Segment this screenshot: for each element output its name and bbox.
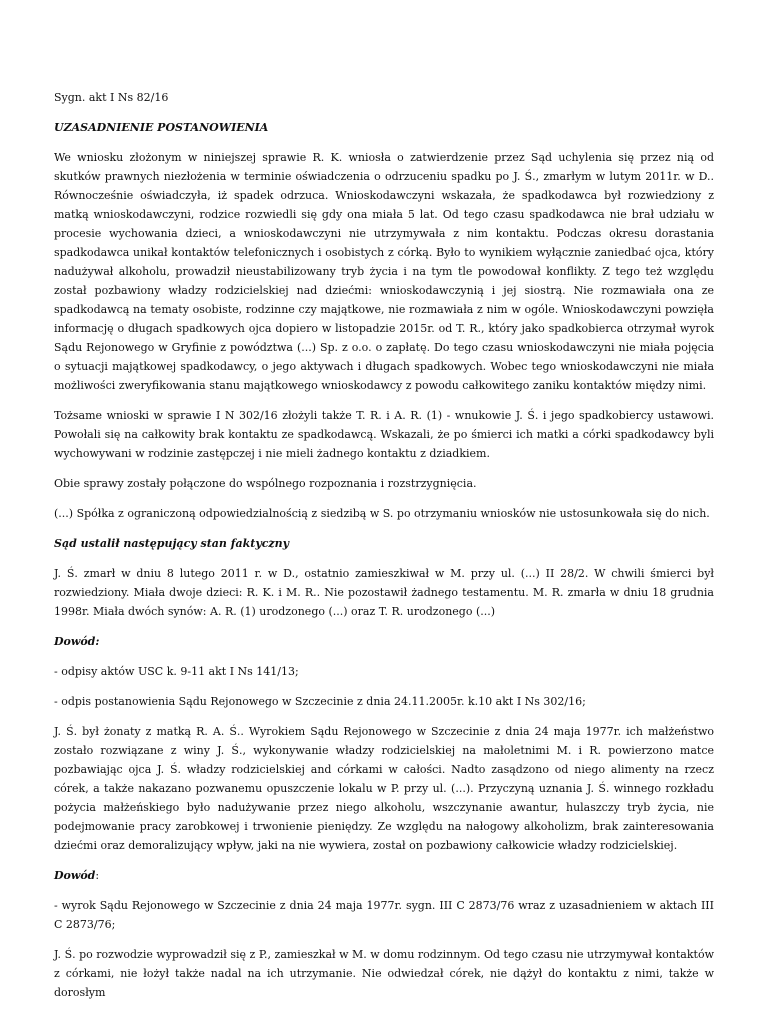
evidence-label-2-text: Dowód <box>54 869 96 882</box>
document-title: UZASADNIENIE POSTANOWIENIA <box>54 121 269 134</box>
evidence-item-1: - odpisy aktów USC k. 9-11 akt I Ns 141/13; <box>54 665 299 678</box>
heading-facts: Sąd ustalił następujący stan faktyczny <box>54 537 290 550</box>
paragraph-identical-applications: Tożsame wnioski w sprawie I N 302/16 złożyli także T. R. i A. R. (1) - wnukowie J. Ś. i jego spadkobiercy ustawowi. Powołali się na całkowity brak kontaktu ze spadkodawcą. Wskazali, że po śmierci ich matki a córki spadkodawcy byli wychowywani w rodzinie zastępczej i nie mieli żadnego kontaktu z dziadkiem. <box>54 409 714 460</box>
evidence-label-2-colon: : <box>95 869 100 882</box>
evidence-label-2 <box>54 866 714 885</box>
evidence-label-1: Dowód: <box>54 635 100 648</box>
paragraph-application: We wniosku złożonym w niniejszej sprawie R. K. wniosła o zatwierdzenie przez Sąd uchylenia się przez nią od skutków prawnych niezłożenia w terminie oświadczenia o odrzuceniu spadku po J. Ś., zmarłym w lutym 2011r. w D.. Równocześnie oświadczyła, iż spadek odrzuca. Wnioskodawczyni wskazała, że spadkodawca był rozwiedziony z matką wnioskodawczyni, rodzice rozwiedli się gdy ona miała 5 lat. Od tego czasu spadkodawca nie brał udziału w procesie wychowania dzieci, a wnioskodawczyni nie utrzymywała z nim kontaktu. Podczas okresu dorastania spadkodawca unikał kontaktów telefonicznych i osobistych z córką. Było to wynikiem wyłącznie zaniedbać ojca, który nadużywał alkoholu, prowadził nieustabilizowany tryb życia i na tym tle powodował konflikty. Z tego też względu został pozbawiony władzy rodzicielskiej nad dziećmi: wnioskodawczynią i jej siostrą. Nie rozmawiała ona ze spadkodawcą na tematy osobiste, rodzinne czy majątkowe, nie rozmawiała z nim w ogóle. Wnioskodawczyni powzięła informację o długach spadkowych ojca dopiero w listopadzie 2015r. od T. R., który jako spadkobierca otrzymał wyrok Sądu Rejonowego w Gryfinie z powództwa (...) Sp. z o.o. o zapłatę. Do tego czasu wnioskodawczyni nie miała pojęcia o sytuacji majątkowej spadkodawcy, o jego aktywach i długach spadkowych. Wobec tego wnioskodawczyni nie miała możliwości zweryfikowania stanu majątkowego wnioskodawcy z powodu całkowitego zaniku kontaktów między nimi. <box>54 151 714 392</box>
paragraph-joined-cases: Obie sprawy zostały połączone do wspólnego rozpoznania i rozstrzygnięcia. <box>54 477 477 490</box>
evidence-item-2: - odpis postanowienia Sądu Rejonowego w Szczecinie z dnia 24.11.2005r. k.10 akt I Ns 302/16; <box>54 695 586 708</box>
paragraph-after-divorce: J. Ś. po rozwodzie wyprowadził się z P., zamieszkał w M. w domu rodzinnym. Od tego czasu nie utrzymywał kontaktów z córkami, nie łożył także nadal na ich utrzymanie. Nie odwiedzał córek, nie dążył do kontaktu z nimi, także w dorosłym <box>54 948 714 999</box>
evidence-item-3: - wyrok Sądu Rejonowego w Szczecinie z dnia 24 maja 1977r. sygn. III C 2873/76 wraz z uzasadnieniem w aktach III C 2873/76; <box>54 899 714 931</box>
paragraph-divorce: J. Ś. był żonaty z matką R. A. Ś.. Wyrokiem Sądu Rejonowego w Szczecinie z dnia 24 maja 1977r. ich małżeństwo zostało rozwiązane z winy J. Ś., wykonywanie władzy rodzicielskiej na małoletnimi M. i R. powierzono matce pozbawiając ojca J. Ś. władzy rodzicielskiej and córkami w całości. Nadto zasądzono od niego alimenty na rzecz córek, a także nakazano pozwanemu opuszczenie lokalu w P. przy ul. (...). Przyczyną uznania J. Ś. winnego rozkładu pożycia małżeńskiego było nadużywanie przez niego alkoholu, wszczynanie awantur, hulaszczy tryb życia, nie podejmowanie pracy zarobkowej i trwonienie pieniędzy. Ze względu na nałogowy alkoholizm, brak zainteresowania dziećmi oraz demoralizujący wpływ, jaki na nie wywiera, został on pozbawiony całkowicie władzy rodzicielskiej. <box>54 725 714 852</box>
case-number: Sygn. akt I Ns 82/16 <box>54 91 169 104</box>
paragraph-company-response: (...) Spółka z ograniczoną odpowiedzialnością z siedzibą w S. po otrzymaniu wniosków nie ustosunkowała się do nich. <box>54 507 710 520</box>
paragraph-death-facts: J. Ś. zmarł w dniu 8 lutego 2011 r. w D., ostatnio zamieszkiwał w M. przy ul. (...) II 28/2. W chwili śmierci był rozwiedziony. Miała dwoje dzieci: R. K. i M. R.. Nie pozostawił żadnego testamentu. M. R. zmarła w dniu 18 grudnia 1998r. Miała dwóch synów: A. R. (1) urodzonego (...) oraz T. R. urodzonego (...) <box>54 567 714 618</box>
document-body <box>54 88 714 1013</box>
